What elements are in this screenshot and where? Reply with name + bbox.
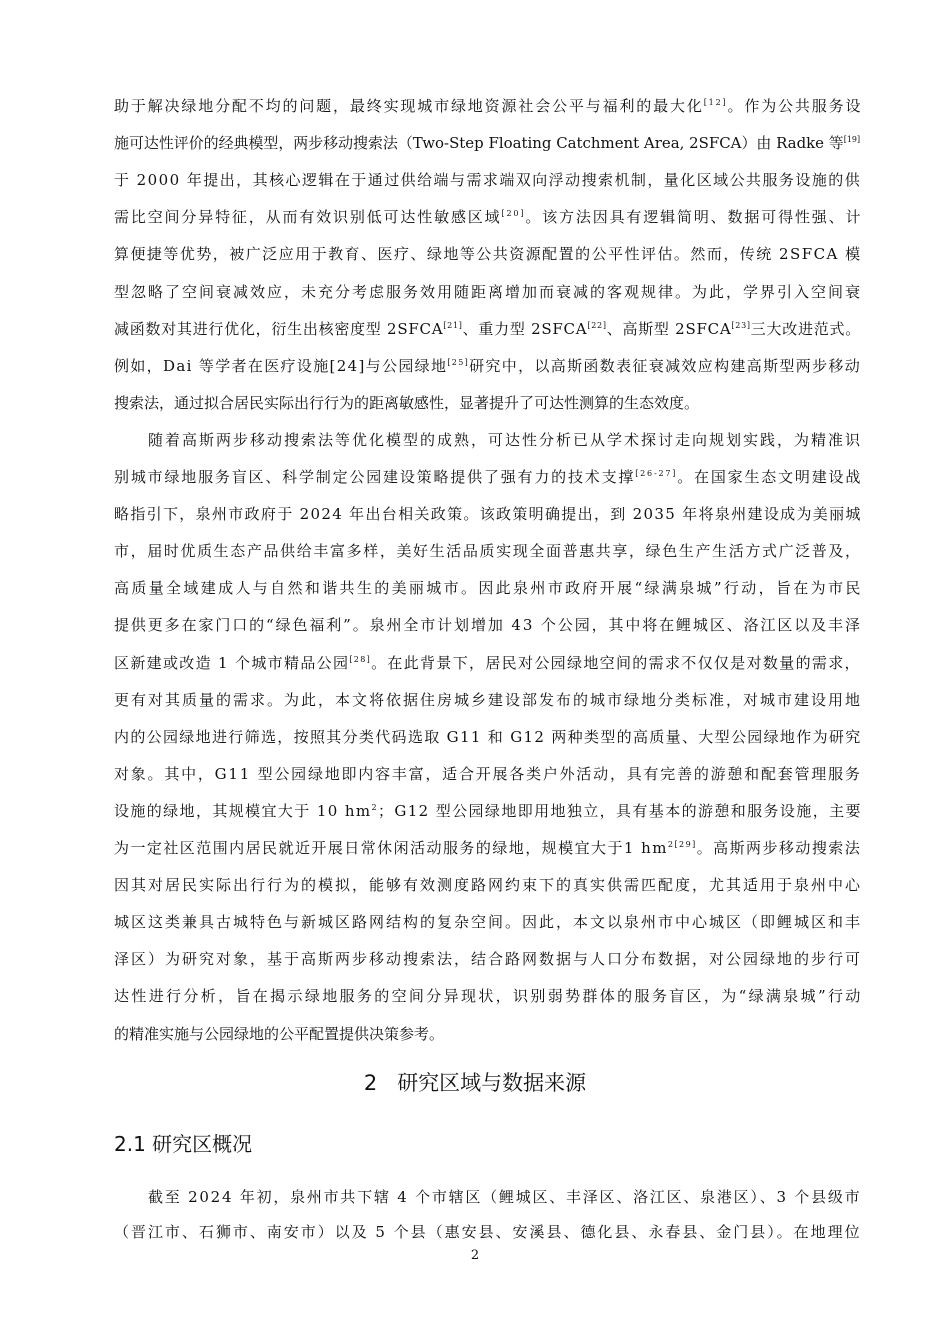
text-segment: 、重力型 2SFCA bbox=[462, 319, 588, 338]
text-line bbox=[148, 1187, 861, 1207]
text-segment: 减函数对其进行优化，衍生出核密度型 2SFCA bbox=[114, 319, 444, 338]
section-title: 研究区域与数据来源 bbox=[397, 1071, 587, 1095]
text-segment: 。高斯两步移动搜索法 bbox=[696, 839, 862, 857]
section-number: 2 bbox=[363, 1071, 378, 1095]
text-segment: 泽区）为研究对象，基于高斯两步移动搜索法，结合路网数据与人口分布数据，对公园绿地的步行可 bbox=[114, 950, 863, 969]
citation-superscript: [19] bbox=[843, 135, 861, 145]
text-segment: 助于解决绿地分配不均的问题，最终实现城市绿地资源社会公平与福利的最大化 bbox=[114, 97, 704, 115]
text-line bbox=[114, 615, 862, 635]
text-line bbox=[114, 504, 862, 524]
section-heading bbox=[0, 1069, 950, 1097]
citation-superscript: [12] bbox=[703, 98, 728, 107]
page-number: 2 bbox=[470, 1248, 480, 1263]
text-segment: 算便捷等优势，被广泛应用于教育、医疗、绿地等公共资源配置的公平性评估。然而，传统 2SFCA 模 bbox=[114, 245, 862, 264]
text-segment: 。在国家生态文明建设战 bbox=[677, 468, 863, 486]
text-segment: 施可达性评价的经典模型，两步移动搜索法（Two-Step Floating Catchment Area, 2SFCA）由 Radke 等 bbox=[114, 134, 844, 153]
text-segment: 内的公园绿地进行筛选，按照其分类代码选取 G11 和 G12 两种类型的高质量、大型公园绿地作为研究 bbox=[114, 727, 862, 746]
text-line bbox=[114, 356, 861, 379]
text-line bbox=[114, 319, 861, 342]
text-line bbox=[114, 282, 862, 302]
citation-superscript: [21] bbox=[443, 320, 463, 330]
citation-superscript: [26-27] bbox=[635, 469, 678, 478]
text-segment: 更有对其质量的需求。为此，本文将依据住房城乡建设部发布的城市绿地分类标准，对城市建设用地 bbox=[114, 690, 863, 709]
text-segment: 别城市绿地服务盲区、科学制定公园建设策略提供了强有力的技术支撑 bbox=[114, 468, 636, 486]
text-segment: 城区这类兼具古城特色与新城区路网结构的复杂空间。因此，本文以泉州市中心城区（即鲤城区和丰 bbox=[114, 913, 863, 932]
text-segment: 。在此背景下，居民对公园绿地空间的需求不仅仅是对数量的需求， bbox=[371, 653, 861, 672]
subsection-heading: 2.1 研究区概况 bbox=[114, 1132, 253, 1156]
text-line bbox=[114, 133, 860, 156]
text-segment: 的精准实施与公园绿地的公平配置提供决策参考。 bbox=[114, 1024, 445, 1043]
text-line bbox=[114, 541, 862, 561]
text-line bbox=[114, 838, 861, 861]
text-segment: 市，届时优质生态产品供给丰富多样，美好生活品质实现全面普惠共享，绿色生产生活方式广泛普及， bbox=[114, 542, 862, 561]
text-line bbox=[114, 170, 861, 190]
citation-superscript: [28] bbox=[349, 654, 372, 664]
text-line bbox=[114, 1222, 862, 1242]
citation-superscript: [22] bbox=[587, 320, 607, 330]
text-line bbox=[114, 949, 862, 969]
text-segment: 因其对居民实际出行行为的模拟，能够有效测度路网约束下的真实供需匹配度，尤其适用于泉州中心 bbox=[114, 876, 863, 895]
citation-superscript: 2 bbox=[371, 802, 378, 812]
text-segment: 高质量全域建成人与自然和谐共生的美丽城市。因此泉州市政府开展“绿满泉城”行动，旨在为市民 bbox=[114, 579, 863, 598]
text-segment: 。该方法因具有逻辑简明、数据可得性强、计 bbox=[525, 208, 863, 227]
text-segment: 三大改进范式。 bbox=[750, 319, 861, 338]
text-segment: 、高斯型 2SFCA bbox=[606, 319, 732, 338]
text-segment: 例如，Dai 等学者在医疗设施[24]与公园绿地 bbox=[114, 356, 448, 375]
text-line bbox=[114, 764, 862, 784]
text-line bbox=[114, 875, 862, 895]
citation-superscript: [23] bbox=[731, 320, 751, 330]
citation-superscript: 2[29] bbox=[667, 840, 697, 849]
citation-superscript: [25] bbox=[447, 357, 470, 367]
text-line bbox=[114, 653, 861, 676]
text-segment: ；G12 型公园绿地即用地独立，具有基本的游憩和服务设施，主要 bbox=[377, 801, 862, 820]
text-segment: 区新建或改造 1 个城市精品公园 bbox=[114, 653, 350, 672]
text-line bbox=[114, 690, 862, 710]
text-line bbox=[148, 430, 862, 450]
text-line bbox=[114, 393, 699, 413]
text-segment: 需比空间分异特征，从而有效识别低可达性敏感区域 bbox=[114, 208, 502, 227]
citation-superscript: [20] bbox=[501, 209, 526, 219]
text-segment: 设施的绿地，其规模宜大于 10 hm bbox=[114, 801, 372, 820]
text-segment: 为一定社区范围内居民就近开展日常休闲活动服务的绿地，规模宜大于1 hm bbox=[114, 839, 668, 857]
text-line bbox=[114, 207, 862, 230]
text-segment: 达性进行分析，旨在揭示绿地服务的空间分异现状，识别弱势群体的服务盲区，为“绿满泉城”行动 bbox=[114, 987, 863, 1006]
text-segment: （晋江市、石狮市、南安市）以及 5 个县（惠安县、安溪县、德化县、永春县、金门县）。在地理位 bbox=[114, 1223, 862, 1241]
text-segment: 。作为公共服务设 bbox=[727, 97, 863, 115]
text-segment: 型忽略了空间衰减效应，未充分考虑服务效用随距离增加而衰减的客观规律。为此，学界引入空间衰 bbox=[114, 282, 863, 301]
text-line bbox=[114, 96, 862, 119]
text-segment: 研究中，以高斯函数表征衰减效应构建高斯型两步移动 bbox=[469, 356, 862, 375]
text-line bbox=[114, 467, 862, 490]
text-segment: 截至 2024 年初，泉州市共下辖 4 个市辖区（鲤城区、丰泽区、洛江区、泉港区）、3 个县级市 bbox=[148, 1188, 862, 1206]
text-segment: 随着高斯两步移动搜索法等优化模型的成熟，可达性分析已从学术探讨走向规划实践，为精准识 bbox=[148, 430, 863, 449]
text-segment: 提供更多在家门口的“绿色福利”。泉州全市计划增加 43 个公园，其中将在鲤城区、洛江区以及丰泽 bbox=[114, 616, 862, 635]
text-line bbox=[114, 986, 863, 1006]
text-segment: 略指引下，泉州市政府于 2024 年出台相关政策。该政策明确提出，到 2035 年将泉州建设成为美丽城 bbox=[114, 505, 862, 524]
text-line bbox=[114, 578, 863, 598]
text-segment: 于 2000 年提出，其核心逻辑在于通过供给端与需求端双向浮动搜索机制，量化区域公共服务设施的供 bbox=[114, 171, 862, 190]
text-line bbox=[114, 244, 862, 264]
text-line bbox=[114, 801, 862, 824]
text-line bbox=[114, 727, 862, 747]
text-line bbox=[114, 1024, 444, 1044]
text-line bbox=[114, 912, 862, 932]
text-segment: 对象。其中，G11 型公园绿地即内容丰富，适合开展各类户外活动，具有完善的游憩和配套管理服务 bbox=[114, 764, 862, 783]
text-segment: 搜索法，通过拟合居民实际出行行为的距离敏感性，显著提升了可达性测算的生态效度。 bbox=[114, 393, 700, 412]
